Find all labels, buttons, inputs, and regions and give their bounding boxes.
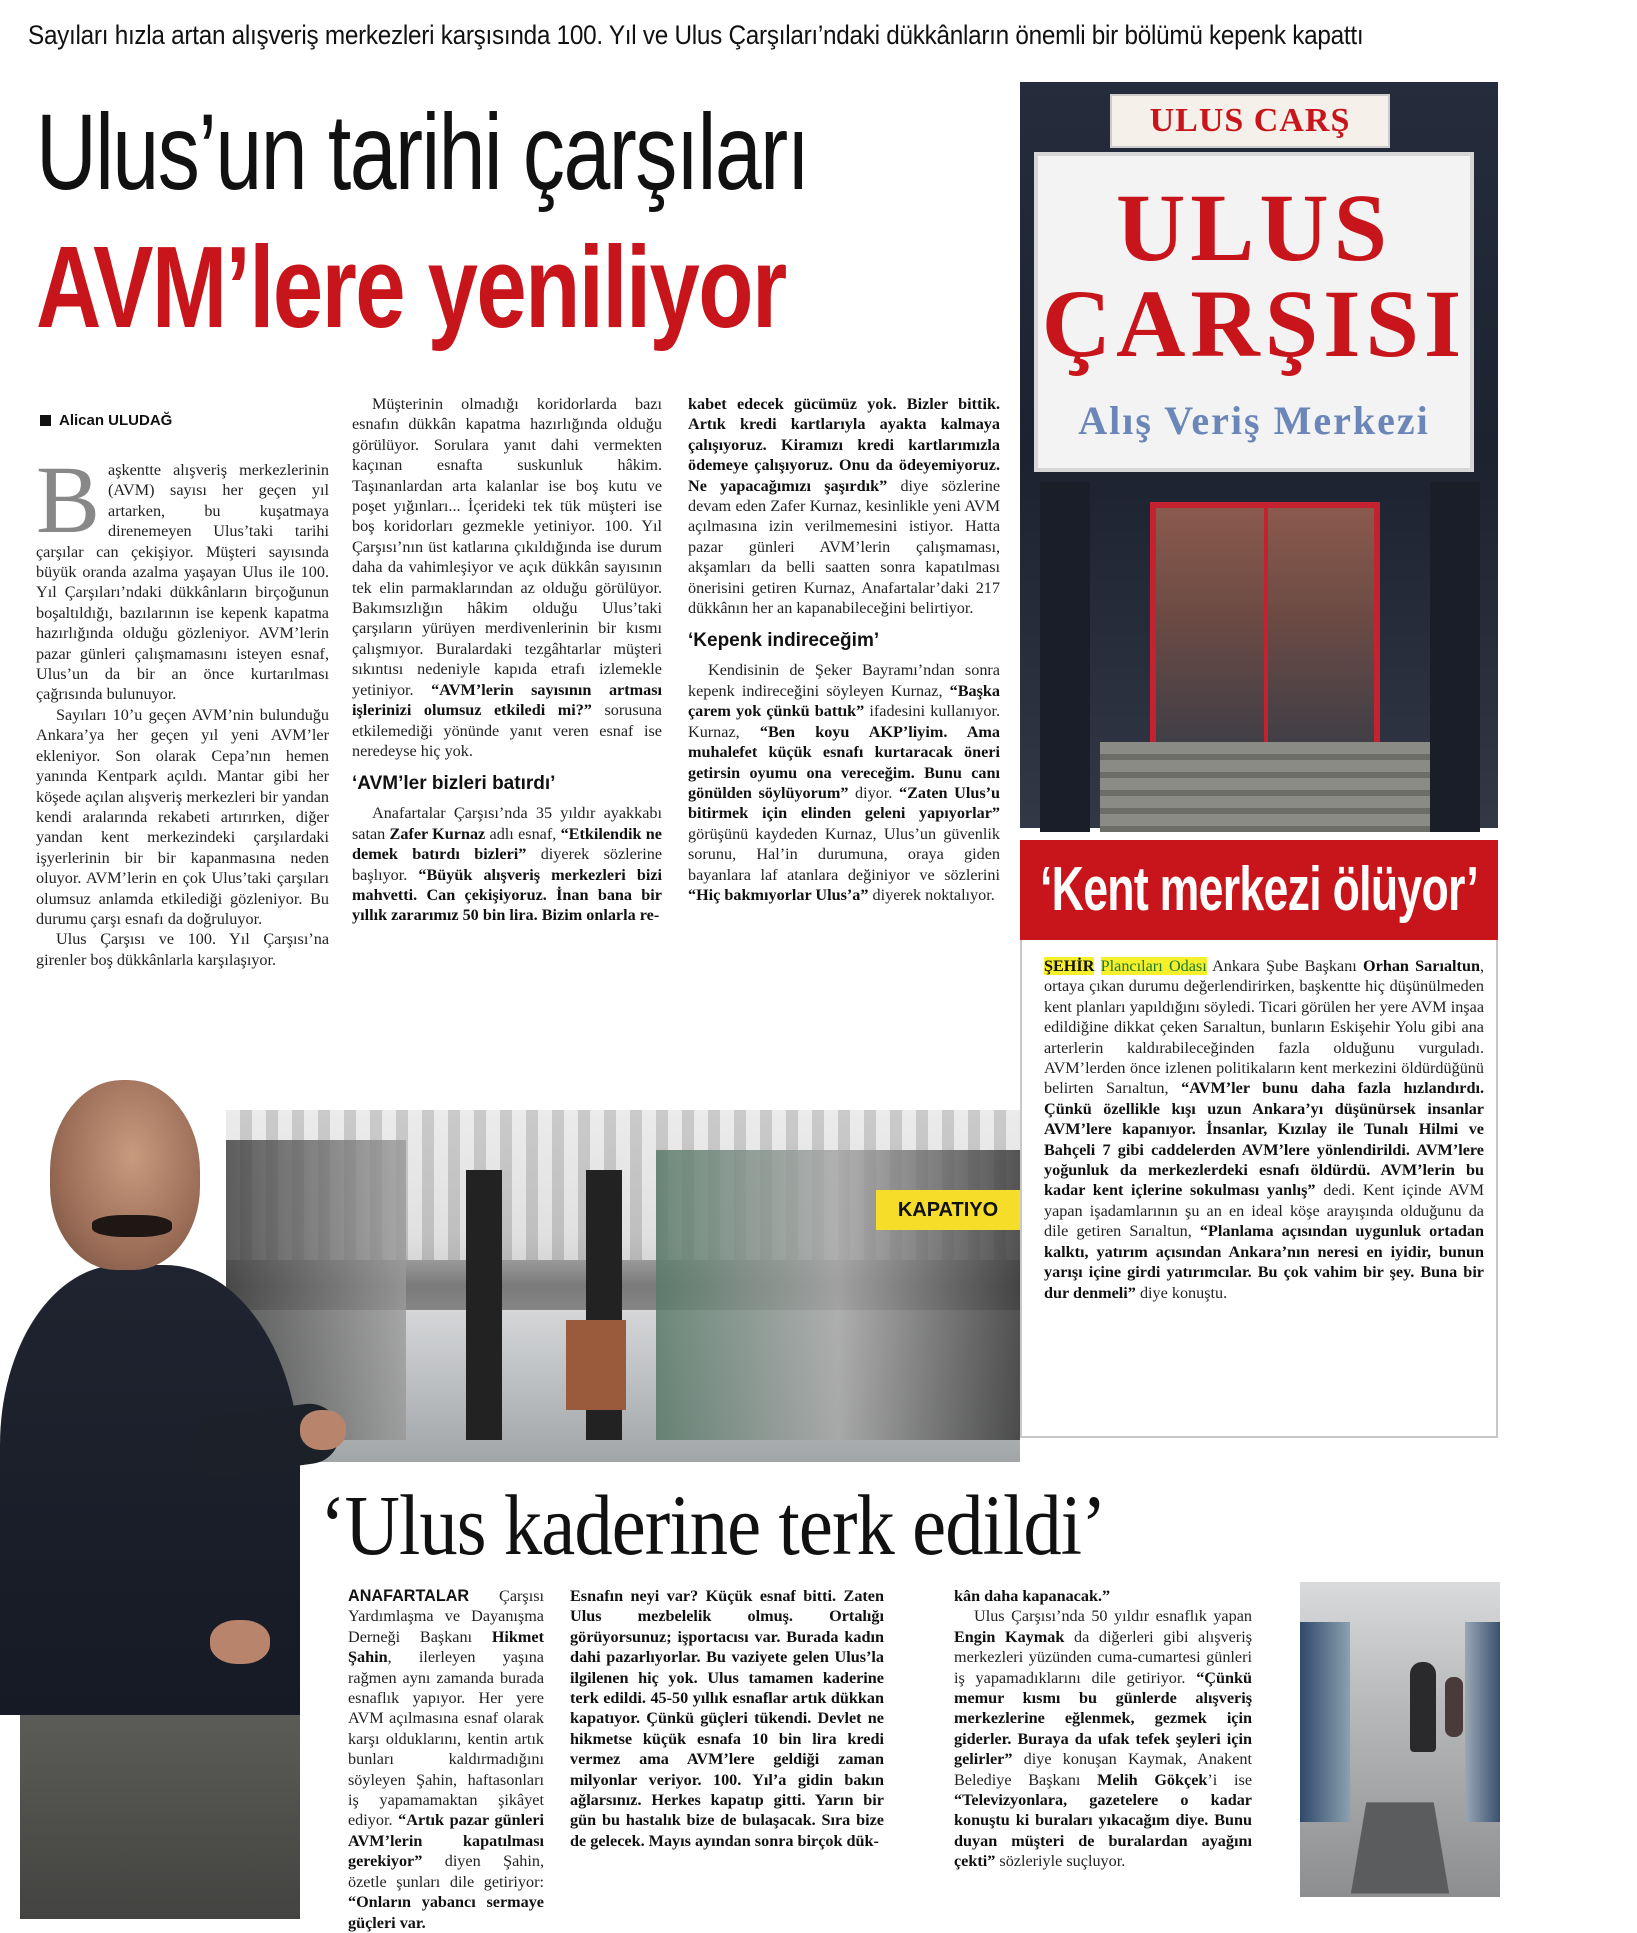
- paragraph-text: diye sözlerine devam eden Zafer Kurnaz, kesinlikle yeni AVM açılmasına izin verilmemesini istiyor. Hatta pazar günleri AVM’lerin çalışmaması, akşamları da belli saatten sonra kapatılması önerisini getiren Kurnaz, Anafartalar’daki 217 dükkânın her an kapanabileceğini belirtiyor.: [688, 476, 1001, 618]
- headline-line1: Ulus’un tarihi çarşıları: [36, 91, 809, 212]
- paragraph-text: Ulus Çarşısı’nda 50 yıldır esnaflık yapan: [974, 1607, 1252, 1626]
- paragraph: [954, 1586, 1252, 1606]
- subheading: ‘Kepenk indireceğim’: [688, 630, 880, 652]
- paragraph-text: , ortaya çıkan durumu değerlendirirken, başkentte hiç düşünülmeden kent planları yapıldığını söyledi. Ticari görülen her yere AVM inşaa edildiğine dikkat çeken Sarıaltun, bunların Eskişehir Yolu gibi ana arterlerin kaldırabileceğinden fazla olduğunu vurguladı. AVM’lerden önce izlenen politikaların kent merkezini öldürdüğünü belirten Sarıaltun,: [1044, 957, 1484, 1098]
- photo-main-sign: [1034, 152, 1474, 472]
- photo-head: [50, 1080, 200, 1270]
- paragraph: [348, 1586, 544, 1933]
- bold-quote: “AVM’lerin sayısının artması işlerinizi olumsuz etkiledi mi?”: [352, 680, 662, 720]
- paragraph-text: diyerek noktalıyor.: [872, 885, 995, 904]
- secondary-headline: ‘Ulus kaderine terk edildi’: [320, 1477, 1106, 1573]
- photo-ulus-carsisi-entrance: [1020, 82, 1498, 828]
- bold-quote: Esnafın neyi var? Küçük esnaf bitti. Zaten Ulus mezbelelik olmuş. Ortalığı görüyorsunuz; işportacısı var. Burada kadın dahi pazarlıyorlar. Bu vaziyete gelen Ulus’la ilgilenen hiç yok. Ulus tamamen kaderine terk edildi. 45-50 yıllık esnaflar artık dükkan kapatıyor. Çünkü güçleri tükendi. Devlet ne hikmetse küçük esnafa 10 bin lira kredi vermez ama AVM’lere geldiği zaman milyonlar veriyor. 100. Yıl’a gidin bakın ağlarsınız. Herkes kapatıp gitti. Yarın bir gün bu hastalık bize de bulaşacak. Sıra bize de gelecek. Mayıs ayından sonra birçok dük-: [570, 1587, 884, 1850]
- paragraph-text: Ankara Şube Başkanı: [1212, 957, 1357, 975]
- headline-line2: AVM’lere yeniliyor: [36, 222, 786, 352]
- photo-legs: [20, 1690, 300, 1919]
- paragraph-text: sözleriyle suçluyor.: [999, 1852, 1126, 1871]
- dropcap: B: [36, 446, 101, 553]
- photo-person: [1445, 1677, 1463, 1737]
- photo-stairs: [1100, 742, 1430, 832]
- bottom-column-2: [570, 1586, 884, 1851]
- sign-text-ulus: ULUS: [1115, 174, 1393, 281]
- person-name: Melih Gökçek: [1097, 1770, 1208, 1789]
- paragraph-text: diyen Şahin, özetle şunları dile getiriyor:: [348, 1852, 544, 1891]
- bold-quote: “Büyük alışveriş merkezleri bizi mahvetti. Can çekişiyoruz. İnan bana bir yıllık zararımız 50 bin lira. Bizim onlarla re-: [352, 865, 663, 925]
- photo-person: [1410, 1662, 1436, 1752]
- photo-floor-mat: [1351, 1802, 1449, 1893]
- bold-quote: “Ben koyu AKP’liyim. Ama muhalefet küçük esnafı kurtaracak öneri getirsin oyumu ona vereceğim. Bunu canı gönülden söylüyorum”: [688, 722, 1000, 802]
- photo-hikmet-sahin: [0, 1080, 350, 1919]
- sign-text-avm: Alış Veriş Merkezi: [1078, 398, 1430, 443]
- bold-quote: “Televizyonlara, gazetelere o kadar konuştu ki buraları yıkacağım diye. Bunu duyan müşteri de buralardan ayağını çekti”: [954, 1791, 1252, 1871]
- lead-word: ANAFARTALAR: [348, 1587, 470, 1605]
- photo-boxes: [566, 1320, 626, 1410]
- bold-quote: “Artık pazar günleri AVM’lerin kapatılması gerekiyor”: [348, 1811, 545, 1871]
- sign-text-carsisi: ÇARŞISI: [1041, 270, 1467, 377]
- paragraph-text: görüşünü kaydeden Kurnaz, Ulus’un güvenlik sorunu, Hal’in durumuna, oraya giden bayanlara laf atanlara değiniyor ve sözlerini: [688, 824, 1000, 884]
- paragraph-text: Müşterinin olmadığı koridorlarda bazı esnafın dükkân kapatma hazırlığında olduğu görülüyor. Sorulara yanıt dahi vermekten kaçınan esnafta suskunluk hâkim. Taşınanlardan arta kalanlar ise boş kutu ve poşet yığınları... İçerideki tek tük müşteri ise boş koridorları gezmekle yetiniyor. 100. Yıl Çarşısı’nın üst katlarına çıkıldığında ise durum daha da vahimleşiyor ve açık dükkân sayısının tek elin parmaklarından az olduğu görülüyor. Bakımsızlığın hâkim olduğu Ulus’taki çarşıların yürüyen merdivenlerinin bir kısmı çalışmıyor. Buralardaki tezgâhtarlar müşteri sıkıntısı nedeniyle kapıda etrafı izlemekle yetiniyor.: [352, 395, 662, 699]
- bold-quote: “Çünkü memur kısmı bu günlerde alışveriş merkezlerine eğlenmek, gezmek için giderler. Buraya da ufak tefek şeyleri için gelirler”: [954, 1668, 1252, 1769]
- paragraph: Sayıları 10’u geçen AVM’nin bulunduğu Ankara’ya her geçen yıl yeni AVM’ler ekleniyor. Son olarak Cepa’nın hemen yanında Kentpark açıldı. Mantar gibi her köşede açılan alışveriş merkezleri bir yandan kendi aralarında rekabeti artırırken, diğer yandan kent merkezindeki çarşılardaki işyerlerinin bir bir kapanmasına neden oluyor. AVM’lerin en çok Ulus’taki çarşıları olumsuz anlamda etkilediği gözleniyor. Bu durumu çarşı esnafı da doğruluyor.: [36, 705, 329, 928]
- paragraph: [352, 803, 662, 925]
- photo-column: [466, 1170, 502, 1440]
- paragraph: [688, 660, 1000, 905]
- paragraph: [954, 1606, 1252, 1871]
- paragraph-text: ifadesini kullanıyor. Kurnaz,: [688, 702, 1000, 741]
- bold-quote: kân daha kapanacak.”: [954, 1587, 1111, 1605]
- photo-hand: [300, 1410, 346, 1450]
- bold-quote: “AVM’ler bunu daha fazla hızlandırdı. Çünkü özellikle kışı uzun Ankara’yı düşünürsek insanlar AVM’lere kapanıyor. İnsanlar, Kızılay ile Tunalı Hilmi ve Bahçeli 7 gibi caddelerden AVM’lere yönlendirildi. AVM’lere yoğunluk da merkezlerdeki esnafı öldürdü. AVM’lerin bu kadar kent içlerine sokulması yanlış”: [1044, 1079, 1484, 1200]
- paragraph-text: dedi. Kent içinde AVM yapan işadamlarının şu an en ideal köşe arayışında olduğunu da dile getiren Sarıaltun,: [1044, 1181, 1485, 1241]
- person-name: Engin Kaymak: [954, 1627, 1065, 1646]
- bottom-column-1: [348, 1586, 544, 1933]
- bold-quote: kabet edecek gücümüz yok. Bizler bittik. Artık kredi kartlarıyla ayakta kalmaya çalışıyoruz. Kiramızı kredi kartlarımızla ödemeye çalışıyoruz. Onu da ödeyemiyoruz. Ne yapacağımızı şaşırdık”: [688, 395, 1000, 495]
- quote-banner-text: ‘Kent merkezi ölüyor’: [1040, 855, 1479, 924]
- article-column-2: [352, 394, 662, 926]
- bold-quote: “Hiç bakmıyorlar Ulus’a”: [688, 885, 869, 904]
- photo-small-sign: ULUS CARŞ: [1110, 94, 1390, 148]
- paragraph: [36, 446, 329, 705]
- paragraph-text: aşkentte alışveriş merkezlerinin (AVM) sayısı her geçen yıl artarken, bu kuşatmaya direnemeyen Ulus’taki tarihi çarşılar can çekişiyor. Müşteri sayısında büyük oranda azalma yaşayan Ulus ile 100. Yıl Çarşıları’ndaki dükkânların birçoğunun boşaltıldığı, bazılarının ise kepenk kapatma hazırlığında olduğu gözleniyor. AVM’lerin pazar günleri çalışmamasını isteyen esnaf, Ulus’un da bir an önce kurtarılması çağrısında bulunuyor.: [36, 461, 329, 704]
- bold-quote: “Onların yabancı sermaye güçleri var.: [348, 1893, 544, 1932]
- paragraph-text: diyor.: [855, 783, 893, 802]
- paragraph-text: ’i ise: [1207, 1770, 1253, 1789]
- byline: [40, 410, 340, 432]
- bold-quote: “Başka çarem yok çünkü battık”: [688, 681, 1001, 721]
- photo-corridor-walkers: [1300, 1582, 1500, 1897]
- person-name: Hikmet Şahin: [348, 1627, 544, 1667]
- paragraph-text: Kendisinin de Şeker Bayramı’ndan sonra kepenk indireceğini söyleyen Kurnaz,: [688, 661, 1000, 700]
- paragraph: [352, 394, 662, 761]
- quote-banner: [1020, 840, 1498, 940]
- paragraph: [688, 394, 1000, 618]
- person-name: Orhan Sarıaltun: [1363, 957, 1480, 975]
- subheading: ‘AVM’ler bizleri batırdı’: [352, 773, 556, 795]
- paragraph-text: da diğerleri gibi alışveriş merkezleri yüzünden cuma-cumartesi günleri iş yapamadıklarını dile getiriyor.: [954, 1627, 1252, 1687]
- photo-mustache: [92, 1215, 172, 1237]
- byline-author: Alican ULUDAĞ: [59, 412, 173, 429]
- paragraph: Ulus Çarşısı ve 100. Yıl Çarşısı’na girenler boş dükkânlarla karşılaşıyor.: [36, 930, 329, 969]
- photo-pillar: [1430, 482, 1480, 832]
- photo-shopfront: [1300, 1622, 1350, 1822]
- paragraph-text: diye konuşan Kaymak, Anakent Belediye Başkanı: [954, 1750, 1253, 1789]
- person-name: Zafer Kurnaz: [389, 824, 486, 843]
- photo-pillar: [1040, 482, 1090, 832]
- bottom-column-3: [954, 1586, 1252, 1872]
- paragraph-text: , ilerleyen yaşına rağmen aynı zamanda burada esnaflık yapıyor. Her yere AVM açılmasına esnaf olarak karşı olduklarını, kentin artık bunları kaldırmadığını söyleyen Şahin, haftasonları iş yapamamaktan şikâyet ediyor.: [348, 1648, 544, 1830]
- bold-quote: “Etkilendik ne demek batırdı bizleri”: [352, 824, 662, 864]
- paragraph-text: Çarşısı Yardımlaşma ve Dayanışma Derneği Başkanı: [348, 1587, 544, 1646]
- photo-shopfront: [1465, 1622, 1500, 1822]
- photo-hand: [210, 1620, 270, 1664]
- bold-quote: “Zaten Ulus’u bitirmek için elinden geleni yapıyorlar”: [688, 783, 1001, 823]
- article-column-1: [36, 446, 329, 970]
- highlight-word: ŞEHİR: [1044, 957, 1095, 975]
- article-column-3: [688, 394, 1000, 905]
- photo-closing-label: KAPATIYO: [876, 1190, 1020, 1230]
- bold-quote: “Planlama açısından uygunluk ortadan kalktı, yatırım açısından Ankara’nın neresi en iyidir, bunun yarışı içine girdi yatırımcılar. Bu çok vahim bir şey. Buna bir dur denmeli”: [1044, 1222, 1485, 1302]
- kicker-line: Sayıları hızla artan alışveriş merkezleri karşısında 100. Yıl ve Ulus Çarşıları’ndaki dükkânların önemli bir bölümü kepenk kapattı: [28, 20, 1364, 50]
- paragraph-text: sorusuna etkilemediği yönünde yanıt veren esnaf ise neredeyse hiç yok.: [352, 701, 662, 760]
- paragraph: [570, 1586, 884, 1851]
- highlight-phrase: Plancıları Odası: [1100, 957, 1207, 975]
- paragraph-text: diye konuştu.: [1139, 1283, 1228, 1302]
- paragraph-text: adlı esnaf,: [489, 824, 557, 843]
- paragraph-text: diyerek sözlerine başlıyor.: [352, 845, 663, 884]
- sidebar-column: [1044, 956, 1484, 1303]
- paragraph: [1044, 956, 1484, 1303]
- paragraph-text: Anafartalar Çarşısı’nda 35 yıldır ayakkabı satan: [352, 804, 662, 843]
- byline-square-icon: [40, 415, 51, 426]
